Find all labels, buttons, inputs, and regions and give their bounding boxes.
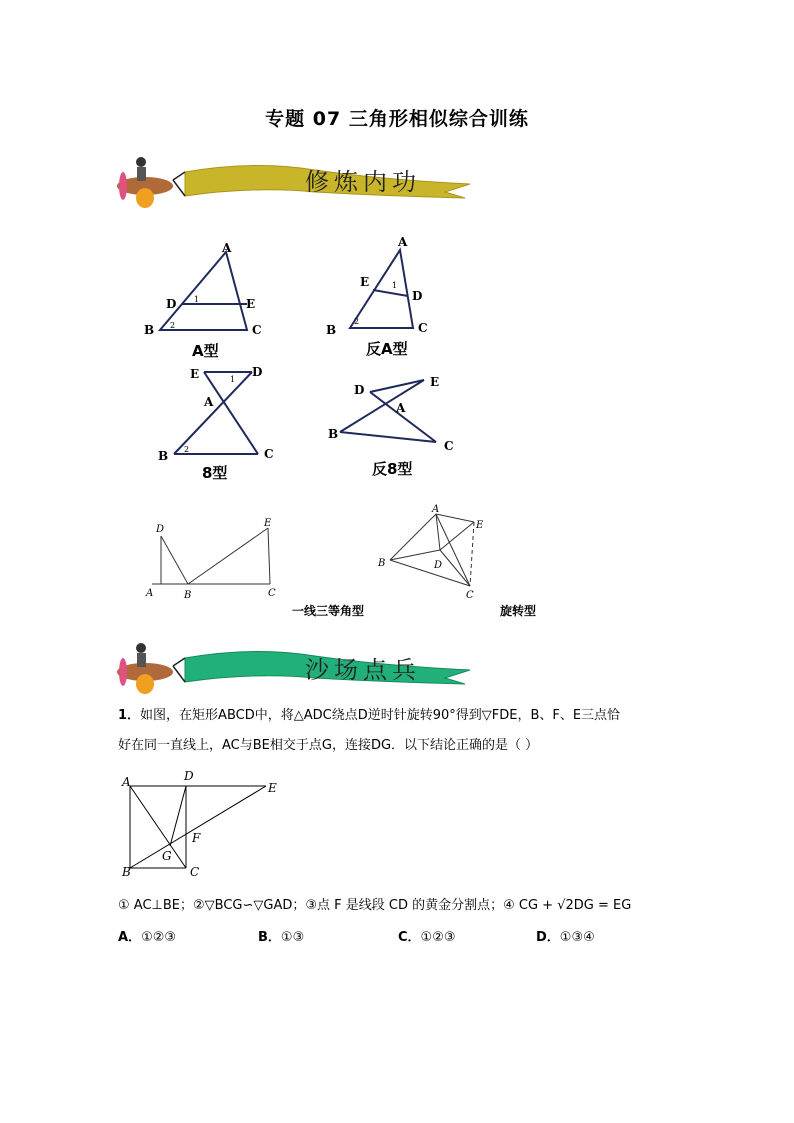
svg-text:E: E <box>190 367 200 381</box>
svg-text:F: F <box>192 831 201 845</box>
option-key: B． <box>258 930 281 945</box>
caption-anti-eight-type: 反8型 <box>372 460 413 478</box>
section-banner-exercise <box>115 636 475 698</box>
svg-text:E: E <box>264 518 272 529</box>
one-line-and-rotation-figures <box>140 500 560 605</box>
option-key: D． <box>536 930 560 945</box>
svg-text:A: A <box>432 504 440 515</box>
svg-text:B: B <box>184 590 192 601</box>
rotation-type-figure <box>377 504 484 601</box>
svg-text:A: A <box>204 395 214 409</box>
svg-text:E: E <box>246 297 256 311</box>
svg-text:D: D <box>184 769 194 783</box>
question-text: 如图，在矩形ABCD中，将△ADC绕点D逆时针旋转90°得到▽FDE，B、F、E三点恰 <box>140 708 621 723</box>
svg-text:B: B <box>328 427 339 441</box>
question-line-2: 好在同一直线上，AC与BE相交于点G，连接DG．以下结论正确的是（ ） <box>118 738 539 753</box>
svg-text:D: D <box>166 297 177 311</box>
svg-text:B: B <box>158 449 169 463</box>
option-key: A． <box>118 930 142 945</box>
caption-eight-type: 8型 <box>202 464 228 482</box>
svg-text:E: E <box>268 781 277 795</box>
svg-text:C: C <box>264 447 274 461</box>
anti-a-type-figure <box>326 235 428 337</box>
option-c[interactable] <box>398 926 456 945</box>
page-title: 专题 07 三角形相似综合训练 <box>265 108 529 130</box>
option-a[interactable] <box>118 926 176 945</box>
question-statements: ① AC⊥BE；②▽BCG∽▽GAD；③点 F 是线段 CD 的黄金分割点；④ CG + √2DG = EG <box>118 898 632 913</box>
question-line-1 <box>118 702 678 730</box>
svg-text:A: A <box>122 775 131 789</box>
svg-text:D: D <box>156 524 165 535</box>
svg-text:1: 1 <box>230 375 236 384</box>
question-number: 1． <box>118 708 141 723</box>
airplane-banner-icon <box>115 636 475 698</box>
svg-text:2: 2 <box>184 445 190 454</box>
caption-one-line: 一线三等角型 <box>292 604 365 618</box>
option-key: C． <box>398 930 421 945</box>
svg-text:D: D <box>412 289 423 303</box>
option-text: ①③④ <box>559 930 595 945</box>
svg-text:1: 1 <box>194 295 200 304</box>
airplane-banner-icon <box>115 150 475 212</box>
svg-text:E: E <box>430 375 440 389</box>
svg-text:A: A <box>396 401 406 415</box>
svg-text:A: A <box>398 235 408 249</box>
svg-text:C: C <box>418 321 428 335</box>
svg-text:2: 2 <box>170 321 176 330</box>
svg-text:E: E <box>360 275 370 289</box>
svg-text:G: G <box>162 849 172 863</box>
svg-text:E: E <box>476 520 484 531</box>
banner-label: 沙场点兵 <box>305 656 421 684</box>
option-text: ①②③ <box>420 930 456 945</box>
caption-a-type: A型 <box>192 342 219 360</box>
svg-text:D: D <box>434 560 443 571</box>
svg-text:C: C <box>190 865 200 879</box>
option-d[interactable] <box>536 926 595 945</box>
option-text: ①③ <box>280 930 305 945</box>
svg-text:D: D <box>252 365 263 379</box>
svg-text:C: C <box>252 323 262 337</box>
svg-text:2: 2 <box>354 317 360 326</box>
eight-type-figure <box>158 365 274 463</box>
caption-rotation: 旋转型 <box>500 604 537 618</box>
svg-text:A: A <box>222 241 232 255</box>
option-b[interactable] <box>258 926 304 945</box>
svg-text:C: C <box>268 588 276 599</box>
section-banner-practice <box>115 150 475 212</box>
banner-label: 修炼内功 <box>305 168 421 196</box>
anti-eight-type-figure <box>328 375 454 453</box>
svg-text:B: B <box>144 323 155 337</box>
option-text: ①②③ <box>141 930 177 945</box>
svg-text:C: C <box>444 439 454 453</box>
svg-text:A: A <box>146 588 154 599</box>
svg-text:D: D <box>354 383 365 397</box>
svg-text:B: B <box>326 323 337 337</box>
one-line-three-angles-figure <box>145 518 276 601</box>
similar-triangle-figures <box>130 230 470 480</box>
svg-text:1: 1 <box>392 281 398 290</box>
a-type-figure <box>144 241 262 337</box>
svg-text:B: B <box>378 558 386 569</box>
rectangle-figure <box>116 764 296 880</box>
caption-anti-a-type: 反A型 <box>366 340 408 358</box>
svg-text:B: B <box>122 865 131 879</box>
svg-text:C: C <box>466 590 474 601</box>
